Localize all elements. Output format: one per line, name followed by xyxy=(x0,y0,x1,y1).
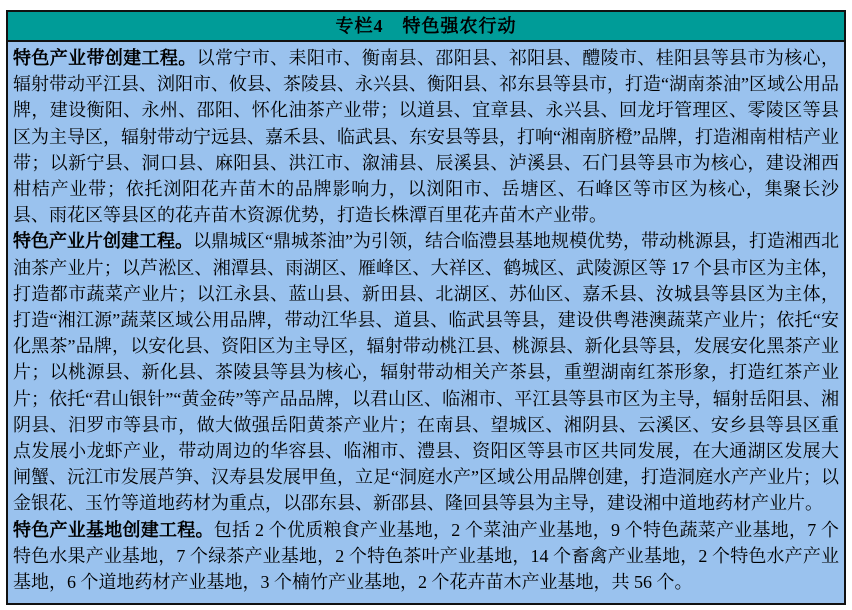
panel-title: 专栏4 特色强农行动 xyxy=(8,12,844,42)
paragraph-lead-industry-area: 特色产业片创建工程。 xyxy=(13,231,194,252)
paragraph-industry-belt-project xyxy=(13,45,839,228)
paragraph-text-industry-belt: 以常宁市、耒阳市、衡南县、邵阳县、祁阳县、醴陵市、桂阳县等县市为核心，辐射带动平江县、浏阳市、攸县、茶陵县、永兴县、衡阳县、祁东县等县市，打造“湖南茶油”区域公用品牌，建设衡阳、永州、邵阳、怀化油茶产业带；以道县、宜章县、永兴县、回龙圩管理区、零陵区等县区为主导区，辐射带动宁远县、嘉禾县、临武县、东安县等县，打响“湘南脐橙”品牌，打造湘南柑桔产业带；以新宁县、洞口县、麻阳县、洪江市、溆浦县、辰溪县、泸溪县、石门县等县市为核心，建设湘西柑桔产业带；依托浏阳花卉苗木的品牌影响力，以浏阳市、岳塘区、石峰区等市区为核心，集聚长沙县、雨花区等县区的花卉苗木资源优势，打造长株潭百里花卉苗木产业带。 xyxy=(13,48,840,226)
feature-column-box xyxy=(6,10,846,605)
paragraph-lead-industry-base: 特色产业基地创建工程。 xyxy=(13,519,214,540)
panel-body xyxy=(8,42,844,603)
paragraph-lead-industry-belt: 特色产业带创建工程。 xyxy=(13,48,197,68)
paragraph-text-industry-area: 以鼎城区“鼎城茶油”为引领，结合临澧县基地规模优势，带动桃源县，打造湘西北油茶产业片；以芦淞区、湘潭县、雨湖区、雁峰区、大祥区、鹤城区、武陵源区等 17 个县市区为主体，打造都市蔬菜产业片；以江永县、蓝山县、新田县、北湖区、苏仙区、嘉禾县、汝城县等县区为主体，打造“湘江源”蔬菜区域公用品牌，带动江华县、道县、临武县等县，建设供粤港澳蔬菜产业片；依托“安化黑茶”品牌，以安化县、资阳区为主导区，辐射带动桃江县、桃源县、新化县等县，发展安化黑茶产业片；以桃源县、新化县、茶陵县等县为核心，辐射带动相关产茶县，重塑湖南红茶形象，打造红茶产业片；依托“君山银针”“黄金砖”等产品品牌，以君山区、临湘市、平江县等县市区为主导，辐射岳阳县、湘阴县、汨罗市等县市，做大做强岳阳黄茶产业片；在南县、望城区、湘阴县、云溪区、安乡县等县区重点发展小龙虾产业，带动周边的华容县、临湘市、澧县、资阳区等县市区共同发展，在大通湖区发展大闸蟹、沅江市发展芦笋、汉寿县发展甲鱼，立足“洞庭水产”区域公用品牌创建，打造洞庭水产产业片；以金银花、玉竹等道地药材为重点，以邵东县、新邵县、隆回县等县为主导，建设湘中道地药材产业片。 xyxy=(13,231,840,514)
paragraph-industry-base-project xyxy=(13,517,839,596)
paragraph-text-industry-base: 包括 2 个优质粮食产业基地，2 个菜油产业基地，9 个特色蔬菜产业基地，7 个特色水果产业基地，7 个绿茶产业基地，2 个特色茶叶产业基地，14 个畜禽产业基地，2 个特色水产产业基地，6 个道地药材产业基地，3 个楠竹产业基地，2 个花卉苗木产业基地，共 56 个。 xyxy=(13,519,839,593)
paragraph-industry-area-project xyxy=(13,228,839,516)
